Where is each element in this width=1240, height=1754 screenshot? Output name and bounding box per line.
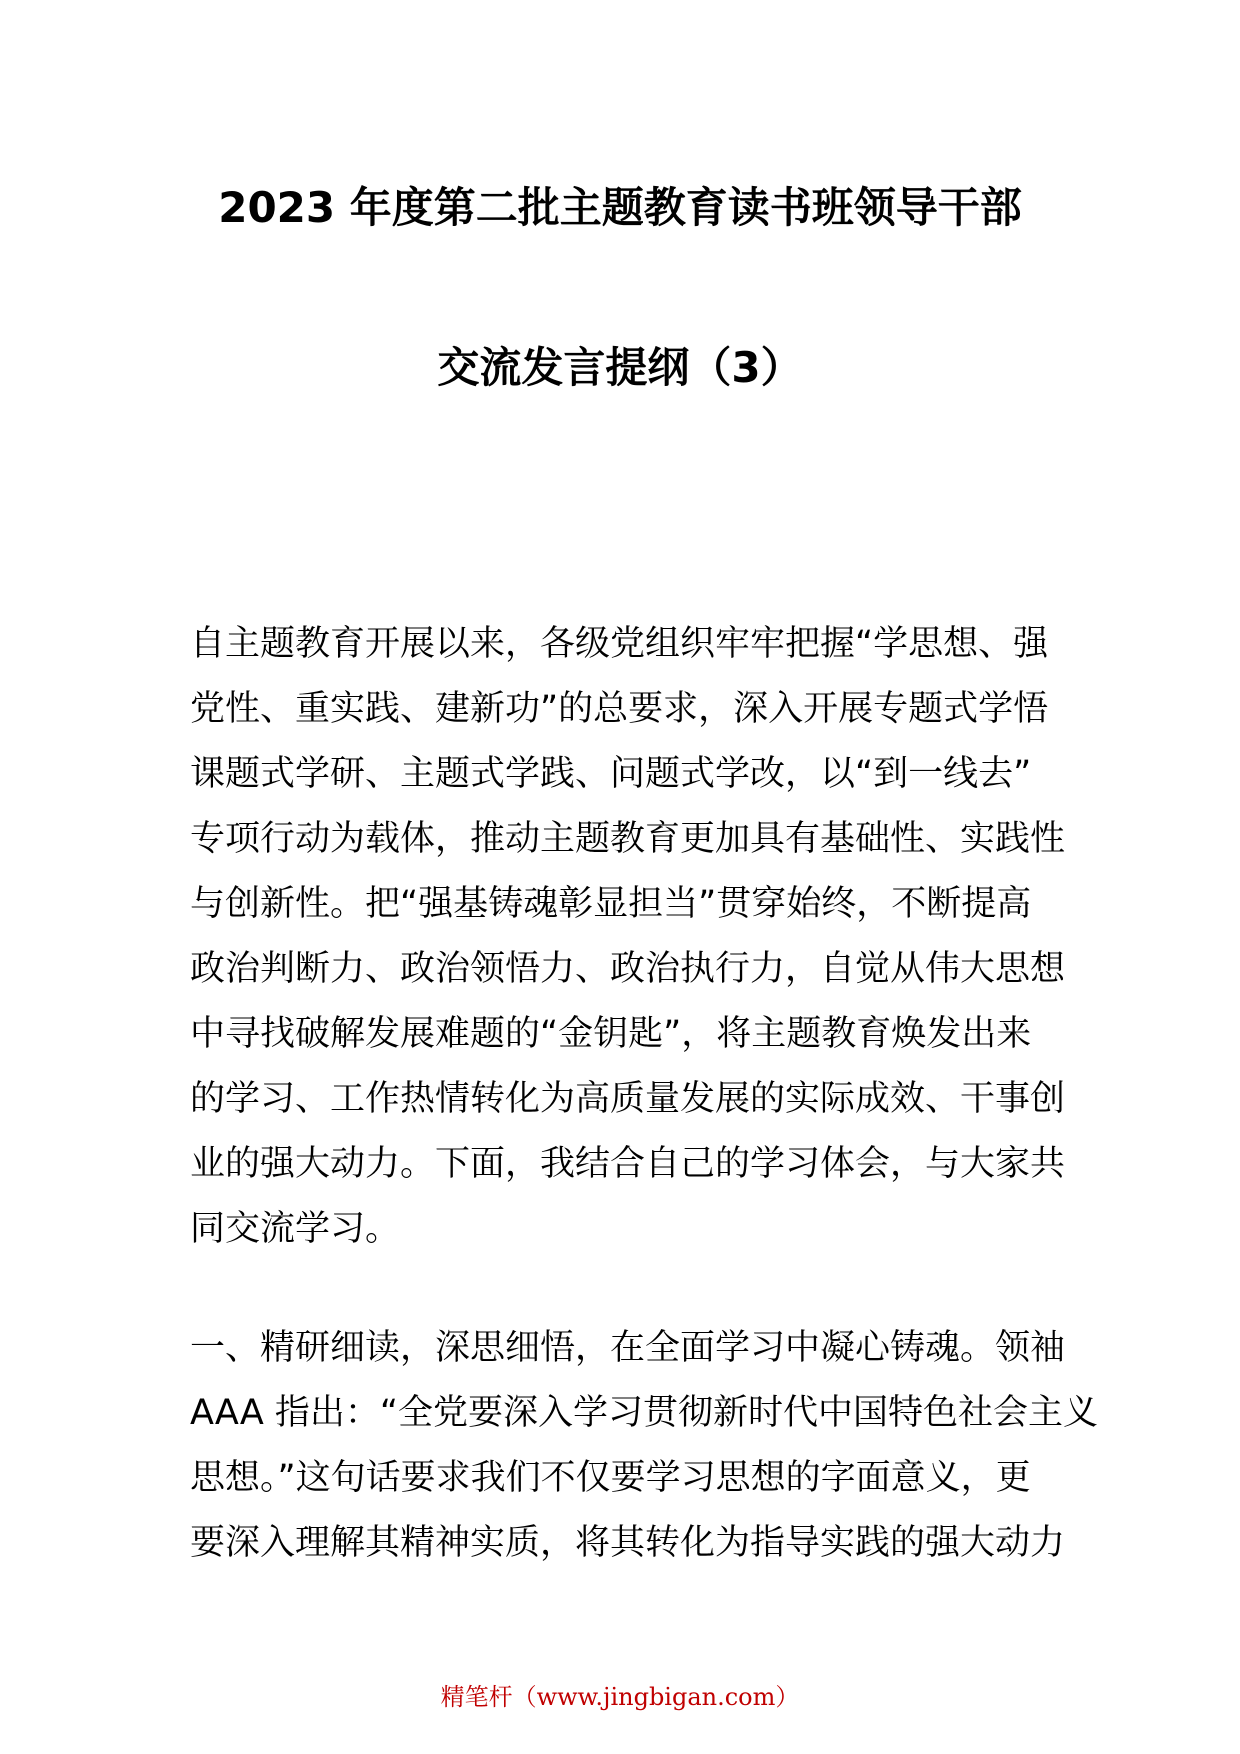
paragraph-line: 党性、重实践、建新功”的总要求，深入开展专题式学悟	[190, 689, 1049, 729]
paragraph-line: 的学习、工作热情转化为高质量发展的实际成效、干事创	[190, 1079, 1066, 1119]
footer-watermark: 精笔杆（www.jingbigan.com）	[440, 1683, 800, 1711]
paragraph-line: 与创新性。把“强基铸魂彰显担当”贯穿始终，不断提高	[190, 884, 1032, 924]
paragraph-line: 思想。”这句话要求我们不仅要学习思想的字面意义，更	[190, 1458, 1031, 1498]
paragraph-line: 政治判断力、政治领悟力、政治执行力，自觉从伟大思想	[190, 949, 1066, 989]
document-title-line-1: 2023 年度第二批主题教育读书班领导干部	[218, 183, 1022, 232]
paragraph-line: 业的强大动力。下面，我结合自己的学习体会，与大家共	[190, 1144, 1066, 1184]
intro-paragraph	[190, 612, 1066, 1262]
paragraph-line: 要深入理解其精神实质，将其转化为指导实践的强大动力	[190, 1523, 1066, 1563]
paragraph-line: 专项行动为载体，推动主题教育更加具有基础性、实践性	[190, 819, 1066, 859]
paragraph-line: AAA 指出：“全党要深入学习贯彻新时代中国特色社会主义	[190, 1393, 1099, 1433]
paragraph-line: 中寻找破解发展难题的“金钥匙”，将主题教育焕发出来	[190, 1014, 1032, 1054]
document-title-line-2: 交流发言提纲（3）	[437, 343, 803, 392]
section-one-paragraph	[190, 1316, 1099, 1576]
paragraph-line: 课题式学研、主题式学践、问题式学改，以“到一线去”	[190, 754, 1032, 794]
paragraph-line: 自主题教育开展以来，各级党组织牢牢把握“学思想、强	[190, 624, 1049, 664]
paragraph-line: 同交流学习。	[190, 1209, 401, 1249]
paragraph-line: 一、精研细读，深思细悟，在全面学习中凝心铸魂。领袖	[190, 1328, 1066, 1368]
